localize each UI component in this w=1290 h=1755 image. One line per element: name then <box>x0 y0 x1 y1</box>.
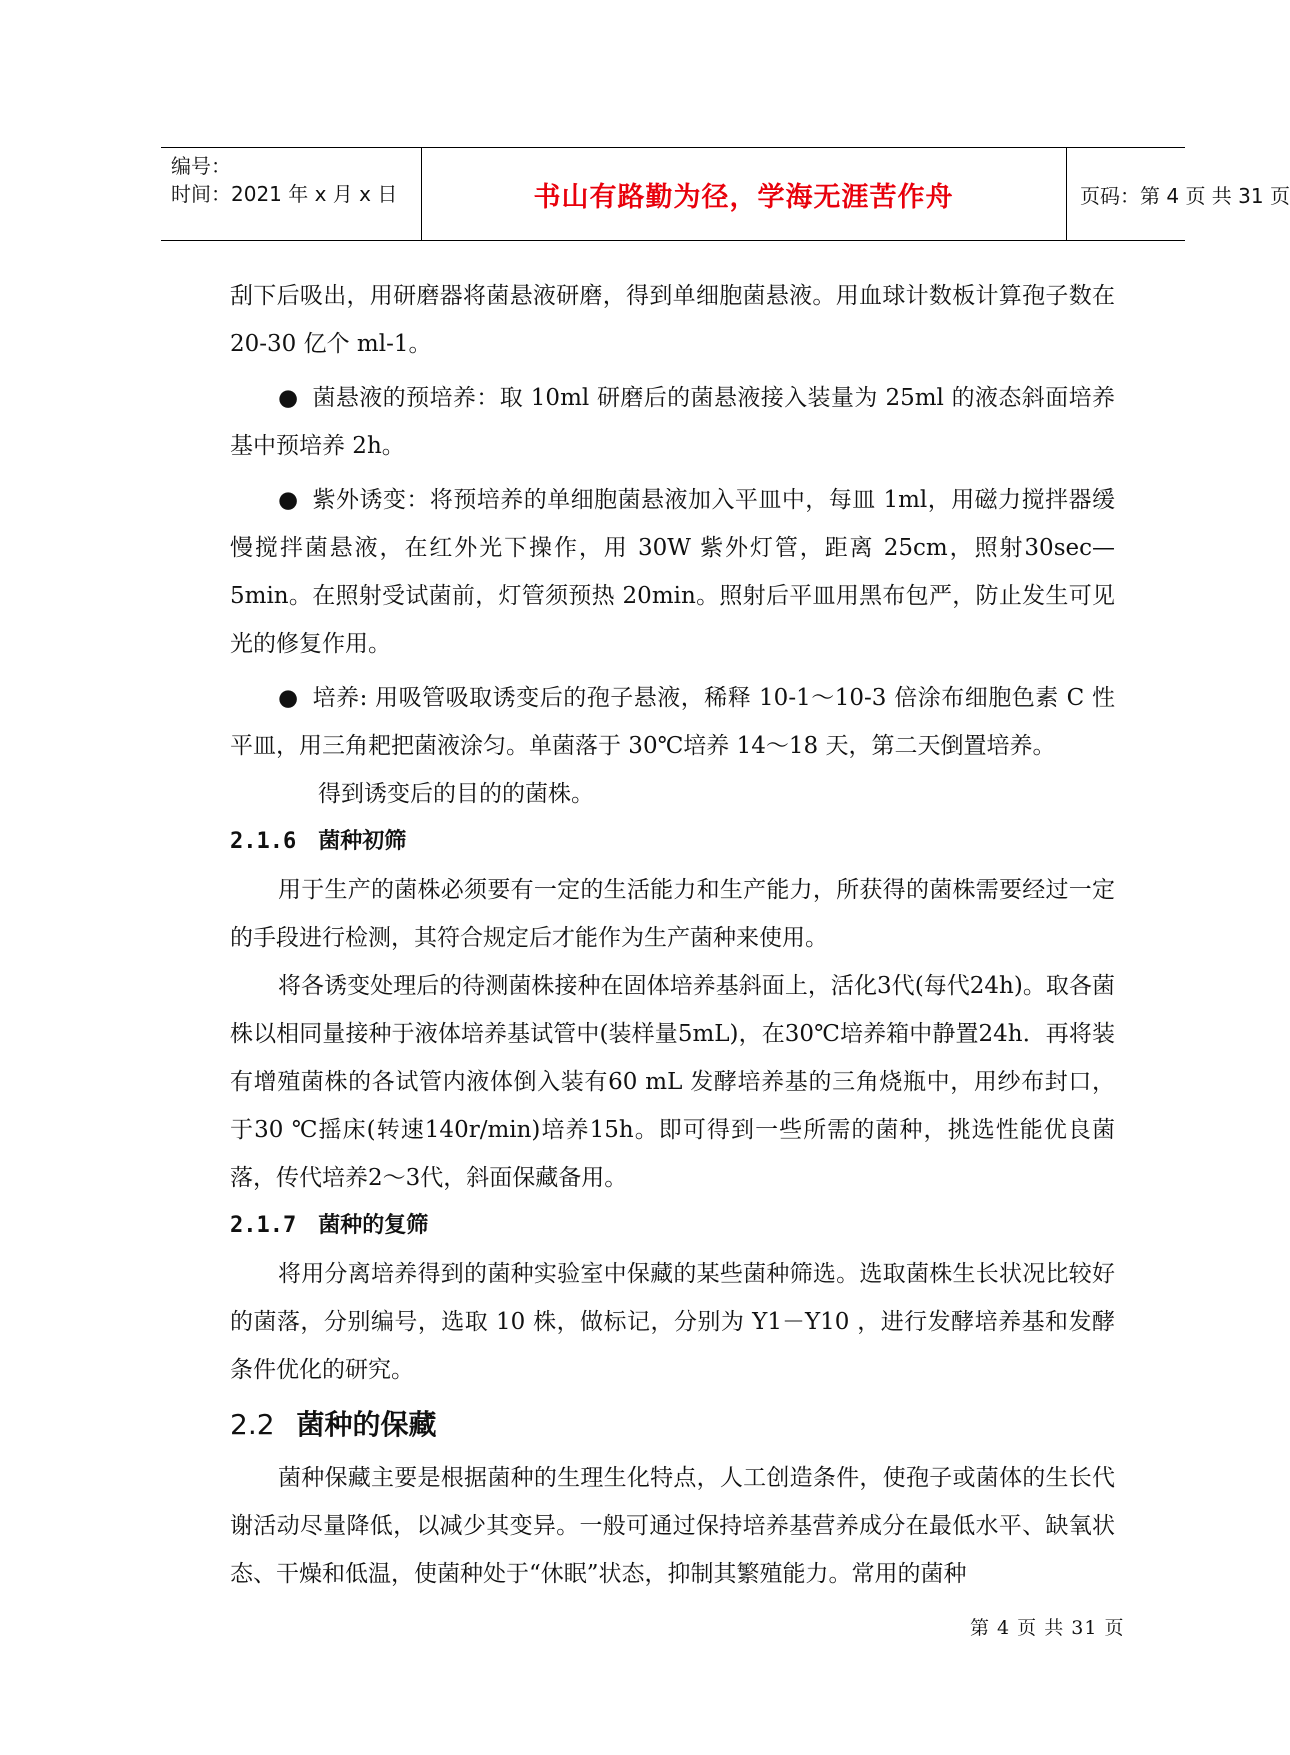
section-title: 菌种的保藏 <box>296 1408 437 1441</box>
document-date-label: 时间：2021 年 x 月 x 日 <box>171 182 398 206</box>
paragraph: 将各诱变处理后的待测菌株接种在固体培养基斜面上，活化3代(每代24h)。取各菌株以相同量接种于液体培养基试管中(装样量5mL)，在30℃培养箱中静置24h．再将装有增殖菌株的各试管内液体倒入装有60 mL 发酵培养基的三角烧瓶中，用纱布封口，于30 ℃摇床(转速140r/min)培养15h。即可得到一些所需的菌种，挑选性能优良菌落，传代培养2～3代，斜面保藏备用。 <box>230 973 1115 1191</box>
bullet-dot-icon: ● <box>278 385 299 411</box>
page-footer: 第 4 页 共 31 页 <box>970 1617 1125 1639</box>
paragraph: 菌种保藏主要是根据菌种的生理生化特点，人工创造条件，使孢子或菌体的生长代谢活动尽量降低，以减少其变异。一般可通过保持培养基营养成分在最低水平、缺氧状态、干燥和低温，使菌种处于“休眠”状态，抑制其繁殖能力。常用的菌种 <box>230 1465 1115 1587</box>
document-number-label: 编号： <box>171 154 231 178</box>
section-heading-2-2 <box>230 1396 1115 1454</box>
bullet-item <box>230 476 1115 668</box>
section-title: 菌种的复筛 <box>318 1213 429 1238</box>
paragraph: 用于生产的菌株必须要有一定的生活能力和生产能力，所获得的菌株需要经过一定的手段进行检测，其符合规定后才能作为生产菌种来使用。 <box>230 877 1115 951</box>
bullet-text: 培养: 用吸管吸取诱变后的孢子悬液，稀释 10-1～10-3 倍涂布细胞色素 C 性平皿，用三角耙把菌液涂匀。单菌落于 30℃培养 14～18 天，第二天倒置培养。 <box>230 685 1115 759</box>
bullet-item <box>230 674 1115 770</box>
bullet-text: 紫外诱变：将预培养的单细胞菌悬液加入平皿中，每皿 1ml，用磁力搅拌器缓慢搅拌菌悬液，在红外光下操作，用 30W 紫外灯管，距离 25cm，照射30sec—5min。在照射受试菌前，灯管须预热 20min。照射后平皿用黑布包严，防止发生可见光的修复作用。 <box>230 487 1115 657</box>
section-heading-2-1-7 <box>230 1202 1115 1250</box>
section-heading-2-1-6 <box>230 818 1115 866</box>
paragraph: 刮下后吸出，用研磨器将菌悬液研磨，得到单细胞菌悬液。用血球计数板计算孢子数在 20-30 亿个 ml-1。 <box>230 283 1115 357</box>
header-page-label: 页码：第 4 页 共 31 页 <box>1080 183 1290 208</box>
section-number: 2.2 <box>230 1408 275 1441</box>
paragraph: 将用分离培养得到的菌种实验室中保藏的某些菌种筛选。选取菌株生长状况比较好的菌落，分别编号，选取 10 株，做标记，分别为 Y1－Y10 ，进行发酵培养基和发酵条件优化的研究。 <box>230 1261 1115 1383</box>
bullet-item <box>230 374 1115 470</box>
header-meta <box>171 152 421 208</box>
section-number: 2.1.6 <box>230 829 297 854</box>
bullet-dot-icon: ● <box>278 685 299 711</box>
bullet-dot-icon: ● <box>278 487 299 513</box>
header-table <box>161 147 1290 241</box>
bullet-text: 菌悬液的预培养：取 10ml 研磨后的菌悬液接入装量为 25ml 的液态斜面培养基中预培养 2h。 <box>230 385 1116 459</box>
section-number: 2.1.7 <box>230 1213 297 1238</box>
section-title: 菌种初筛 <box>318 829 407 854</box>
bullet-continuation: 得到诱变后的目的的菌株。 <box>318 781 594 807</box>
document-body <box>230 272 1115 1598</box>
header-motto: 书山有路勤为径，学海无涯苦作舟 <box>533 181 954 213</box>
